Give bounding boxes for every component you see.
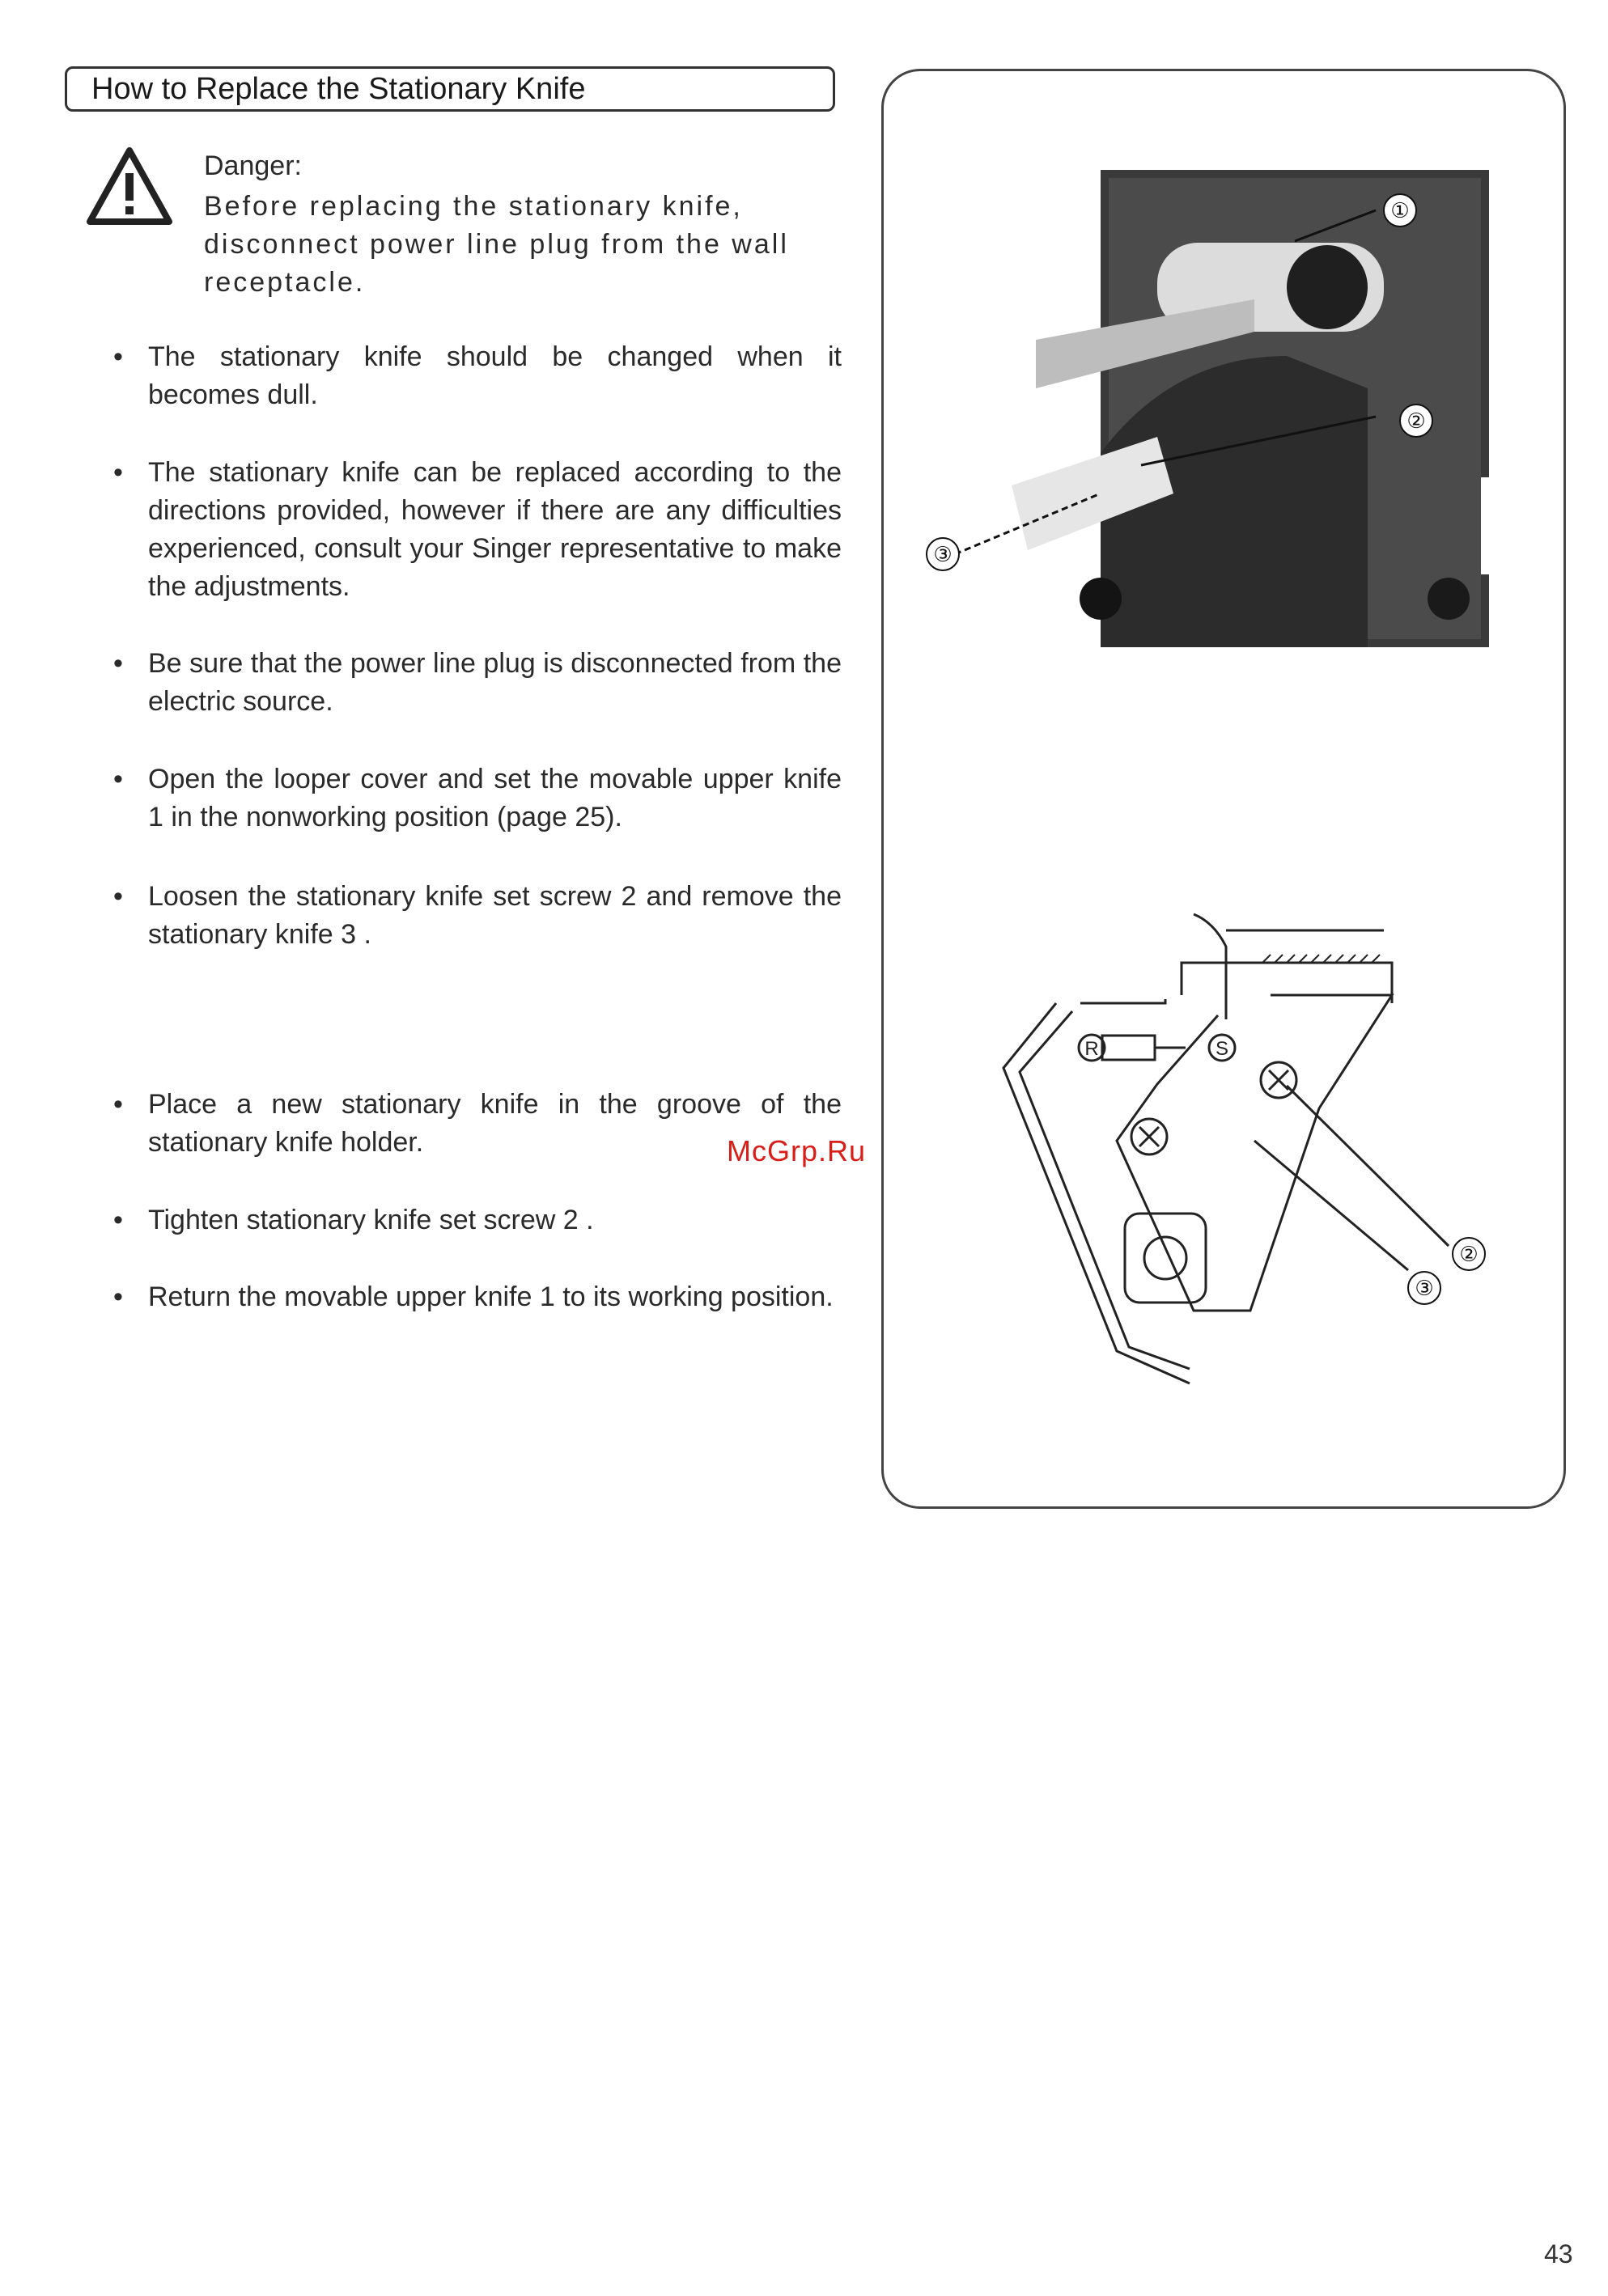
list-item-text: Place a new stationary knife in the groove of the stationary knife holder. (148, 1089, 842, 1158)
danger-text: Before replacing the stationary knife, disconnect power line plug from the wall receptacle. (204, 191, 789, 298)
diagram-label-r: R (1084, 1038, 1099, 1060)
bullet-dot: • (113, 764, 123, 794)
photo-callout-1: ① (1390, 199, 1410, 223)
list-item-text: Tighten stationary knife set screw 2 . (148, 1205, 594, 1235)
list-item (113, 1201, 842, 1239)
list-item-text: Loosen the stationary knife set screw 2 and remove the stationary knife 3 . (148, 881, 842, 950)
list-item-text: The stationary knife can be replaced according to the directions provided, however if there are any difficulties experienced, consult your Singer representative to make the adjustments. (148, 457, 842, 602)
list-item (113, 454, 842, 606)
diagram-label-s: S (1215, 1038, 1229, 1060)
warning-triangle-icon (85, 146, 174, 227)
page-number: 43 (1544, 2239, 1573, 2268)
list-item (113, 1278, 842, 1316)
list-item (113, 878, 842, 954)
bullet-dot: • (113, 457, 123, 488)
bullet-dot: • (113, 881, 123, 912)
list-item (113, 338, 842, 414)
section-title: How to Replace the Stationary Knife (65, 66, 835, 112)
knife-holder-diagram (914, 898, 1530, 1400)
list-item-text: The stationary knife should be changed when it becomes dull. (148, 341, 842, 410)
bullet-dot: • (113, 341, 123, 372)
knife-photo (914, 146, 1530, 663)
photo-callout-3: ③ (933, 543, 952, 567)
danger-label: Danger: (204, 150, 302, 181)
watermark: McGrp.Ru (727, 1134, 867, 1167)
bullet-dot: • (113, 648, 123, 679)
bullet-dot: • (113, 1205, 123, 1235)
bullet-dot: • (113, 1281, 123, 1312)
diagram-callout-2: ② (1459, 1243, 1479, 1267)
bullet-dot: • (113, 1089, 123, 1120)
list-item-text: Be sure that the power line plug is disconnected from the electric source. (148, 648, 842, 717)
photo-callout-2: ② (1406, 409, 1426, 434)
diagram-callout-3: ③ (1415, 1277, 1434, 1301)
list-item (113, 645, 842, 721)
list-item-text: Open the looper cover and set the movable upper knife 1 in the nonworking position (page 25). (148, 764, 842, 832)
list-item-text: Return the movable upper knife 1 to its working position. (148, 1281, 834, 1312)
list-item (113, 760, 842, 837)
